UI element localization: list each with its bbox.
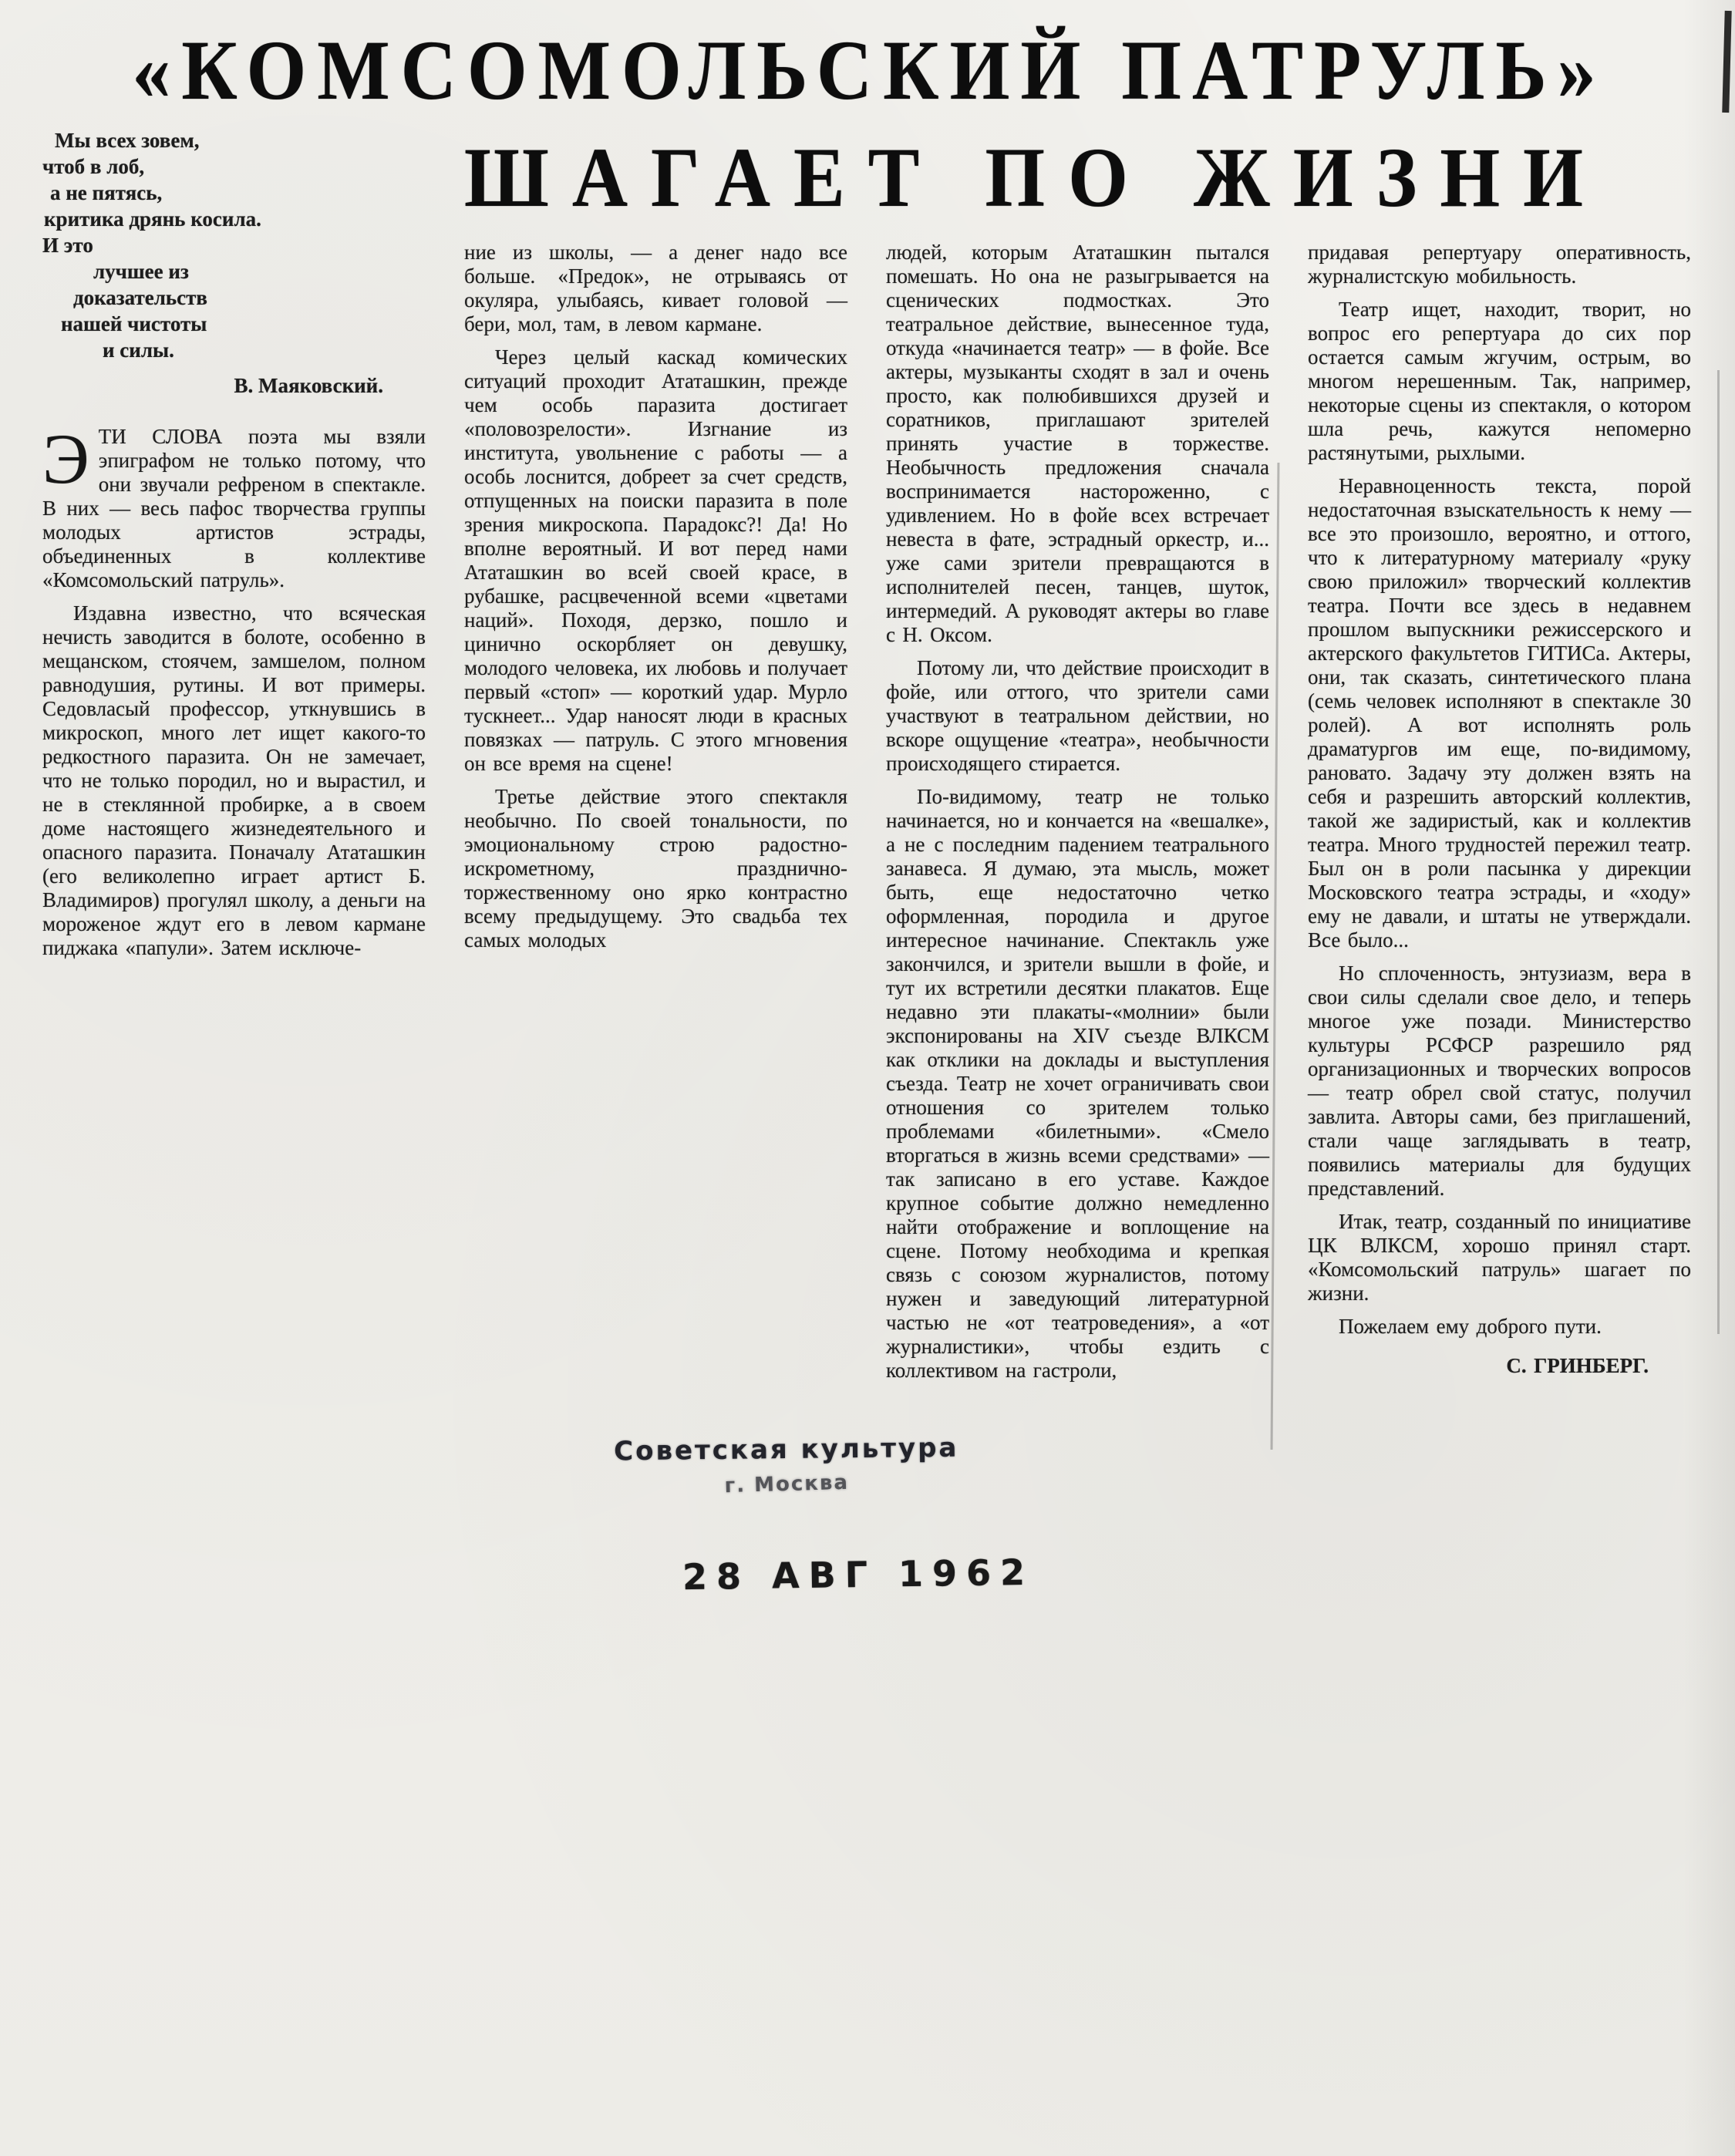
paragraph: Через целый каскад комических ситуаций проходит Ататашкин, прежде чем особь паразита достигает «половозрелости». Изгнание из института, увольнение с работы — а особь лоснится, добреет за счет средств, отпущенных на поиски паразита в поле зрения микроскопа. Парадокс?! Да! Но вполне вероятный. И вот перед нами Ататашкин во всей своей красе, в рубашке, расцвеченной всеми «цветами наций». Походя, дерзко, пошло и цинично оскорбляет он девушку, молодого человека, их любовь и получает первый «стоп» — короткий удар. Мурло тускнеет... Удар наносят люди в красных повязках — патруль. С этого мгновения он все время на сцене! [464, 345, 847, 775]
epigraph-line: нашей чистоты [61, 312, 207, 335]
drop-cap: Э [42, 419, 89, 498]
epigraph-line: а не пятясь, [50, 181, 163, 204]
paragraph: людей, которым Ататашкин пытался помешать. Но она не разыгрывается на сценических подмостках. Это театральное действие, вынесенное туда, откуда «начинается театр» — в фойе. Все актеры, музыканты сходят в зал и очень просто, как полюбившихся друзей и соратников, приглашают зрителей принять участие в торжестве. Необычность предложения сначала воспринимается настороженно, с удивлением. Но в фойе всех встречает невеста в фате, эстрадный оркестр, и... уже сами зрители превращаются в исполнителей песен, танцев, шуток, интермедий. А руководят актеры во главе с Н. Оксом. [886, 241, 1269, 646]
columns-row [464, 241, 1696, 1392]
scan-artifact [1717, 370, 1720, 1334]
headline-line1: «КОМСОМОЛЬСКИЙ ПАТРУЛЬ» [132, 23, 1607, 118]
paragraph: Итак, театр, созданный по инициативе ЦК ВЛКСМ, хорошо принял старт. «Комсомольский патруль» шагает по жизни. [1308, 1210, 1691, 1305]
column-1 [42, 118, 426, 1392]
lead-paragraph [42, 419, 426, 592]
epigraph-line: лучшее из [93, 260, 189, 283]
column-4 [1308, 241, 1691, 1392]
column-2 [464, 241, 847, 1392]
paragraph: Но сплоченность, энтузиазм, вера в свои силы сделали свое дело, и теперь многое уже позади. Министерство культуры РСФСР разрешило ряд организационных и творческих вопросов — театр обрел свой статус, получил завлита. Авторы сами, без приглашений, стали чаще заглядывать в театр, появились материалы для будущих представлений. [1308, 962, 1691, 1200]
epigraph-line: доказательств [73, 286, 207, 309]
paragraph: Третье действие этого спектакля необычно. По своей тональности, по эмоциональному строю радостно-искрометному, празднично-торжественному оно ярко контрастно всему предыдущему. Это свадьба тех самых молодых [464, 785, 847, 952]
date-stamp: 28 АВГ 1962 [682, 1551, 1035, 1598]
epigraph-line: И это [42, 234, 93, 257]
epigraph-author: В. Маяковский. [234, 374, 383, 397]
epigraph-line: Мы всех зовем, [55, 129, 200, 152]
publication-stamp-block [578, 1432, 996, 1498]
epigraph-line: критика дрянь косила. [44, 207, 261, 231]
author-signature: С. ГРИНБЕРГ. [1506, 1354, 1649, 1377]
epigraph [42, 127, 426, 399]
city-stamp: г. Москва [724, 1470, 850, 1498]
publication-stamp: Советская культура [613, 1432, 959, 1467]
article-body [42, 118, 1696, 1392]
epigraph-line: и силы. [103, 339, 174, 362]
paragraph: придавая репертуару оперативность, журналистскую мобильность. [1308, 241, 1691, 288]
paragraph: Неравноценность текста, порой недостаточная взыскательность к нему — все это произошло, вероятно, и оттого, что к литературному материалу «руку свою приложил» творческий коллектив театра. Почти все здесь в недавнем прошлом выпускники режиссерского и актерского факультетов ГИТИСа. Актеры, они, так сказать, синтетического плана (семь человек исполняют в спектакле 30 ролей). А вот исполнять роль драматургов им еще, по-видимому, рановато. Задачу эту должен взять на себя и разрешить авторский коллектив, такой же задиристый, как и коллектив театра. Много трудностей пережил театр. Был он в роли пасынка у дирекции Московского театра эстрады, и «ходу» ему не давали, и штаты не утверждали. Все было... [1308, 474, 1691, 952]
column-3 [886, 241, 1269, 1392]
paragraph: ние из школы, — а денег надо все больше. «Предок», не отрываясь от окуляра, улыбаясь, кивает головой — бери, мол, там, в левом кармане. [464, 241, 847, 335]
scan-artifact [1722, 11, 1731, 113]
paragraph: По-видимому, театр не только начинается, но и кончается на «вешалке», а не с последним падением театрального занавеса. Я думаю, эта мысль, может быть, еще недостаточно четко оформленная, породила и другое интересное начинание. Спектакль уже закончился, и зрители вышли в фойе, и тут их встретили десятки плакатов. Еще недавно эти плакаты-«молнии» были экспонированы на XIV съезде ВЛКСМ как отклики на доклады и выступления съезда. Театр не хочет ограничивать свои отношения со зрителем только проблемами «билетными». «Смело вторгаться в жизнь всеми средствами» — так записано в его уставе. Каждое крупное событие должно немедленно найти отображение и воплощение на сцене. Потому необходима и крепкая связь с союзом журналистов, потому нужен и заведующий литературной частью не «от театроведения», а «от журналистики», чтобы ездить с коллективом на гастроли, [886, 785, 1269, 1382]
epigraph-line: чтоб в лоб, [42, 155, 145, 178]
right-region [464, 118, 1696, 1392]
paragraph: Пожелаем ему доброго пути. [1339, 1315, 1602, 1338]
paragraph: Издавна известно, что всяческая нечисть заводится в болоте, особенно в мещанском, стоячем, замшелом, полном равнодушия, рутины. И вот примеры. Седовласый профессор, уткнувшись в микроскоп, много лет ищет какого-то редкостного паразита. Он не замечает, что не только породил, но и вырастил, и не в стеклянной пробирке, а в своем доме настоящего жизнедеятельного и опасного паразита. Поначалу Ататашкин (его великолепно играет артист Б. Владимиров) прогулял школу, а деньги на мороженое ждут его в левом кармане пиджака «папули». Затем исключе- [42, 601, 426, 959]
lead-text: ТИ СЛОВА поэта мы взяли эпиграфом не только потому, что они звучали рефреном в спектакле. В них — весь пафос творчества группы молодых артистов эстрады, объединенных в коллективе «Комсомольский патруль». [42, 425, 426, 591]
paragraph: Театр ищет, находит, творит, но вопрос его репертуара до сих пор остается самым жгучим, острым, во многом нерешенным. Так, например, некоторые сцены из спектакля, о котором шла речь, кажутся непомерно растянутыми, рыхлыми. [1308, 298, 1691, 464]
headline-line2: ШАГАЕТ ПО ЖИЗНИ [464, 130, 1606, 225]
paragraph: Потому ли, что действие происходит в фойе, или оттого, что зрители сами участвуют в театральном действии, но вскоре ощущение «театра», необычности происходящего стирается. [886, 656, 1269, 775]
